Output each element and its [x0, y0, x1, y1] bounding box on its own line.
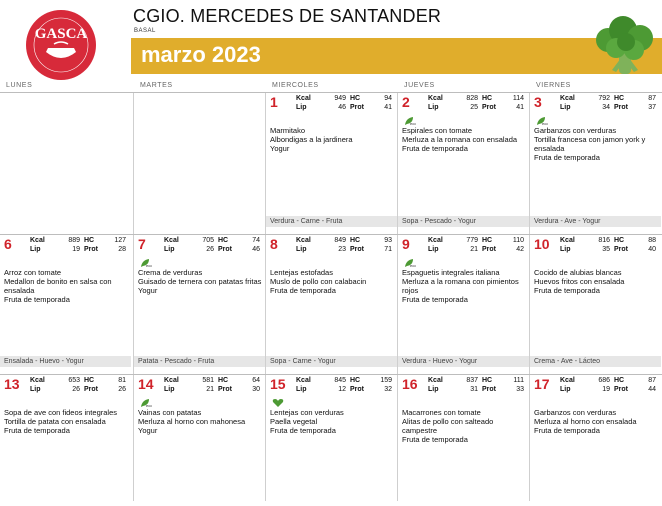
nutrition-row [420, 377, 524, 386]
menu-item: Yogur [138, 426, 158, 435]
svg-text:eco: eco [410, 263, 416, 268]
lip-label: Lip [428, 386, 439, 393]
menu-list [534, 408, 658, 435]
nutrition-row [420, 104, 524, 113]
svg-text:eco: eco [542, 121, 548, 126]
hc-value: 64 [252, 377, 260, 384]
day-cell[interactable] [0, 376, 132, 506]
menu-item: Guisado de ternera con patatas fritas [138, 277, 262, 286]
menu-subtitle: BASAL [134, 28, 156, 34]
prot-value: 40 [648, 246, 656, 253]
hc-label: HC [218, 377, 229, 384]
nutrition-info [552, 377, 656, 395]
menu-item: Fruta de temporada [270, 426, 336, 435]
lip-value: 12 [338, 386, 346, 393]
prot-value: 42 [516, 246, 524, 253]
eco-icon [140, 395, 152, 408]
menu-item: Fruta de temporada [4, 426, 70, 435]
lip-value: 26 [206, 246, 214, 253]
menu-item: Merluza al horno con mahonesa [138, 417, 246, 426]
menu-item: Lentejas estofadas [270, 268, 333, 277]
prot-label: Prot [218, 386, 232, 393]
day-cell[interactable] [398, 236, 530, 366]
menu-item: Fruta de temporada [534, 153, 600, 162]
day-number: 3 [534, 94, 542, 110]
menu-item: Medallon de bonito en salsa con ensalada [4, 277, 112, 295]
day-number: 9 [402, 236, 410, 252]
hc-value: 87 [648, 95, 656, 102]
menu-item: Fruta de temporada [402, 435, 468, 444]
day-number: 2 [402, 94, 410, 110]
prot-value: 26 [118, 386, 126, 393]
day-cell[interactable] [530, 236, 662, 366]
day-cell[interactable] [266, 376, 398, 506]
menu-item: Fruta de temporada [4, 295, 70, 304]
menu-list [138, 408, 262, 435]
meal-category-bar: Crema - Ave - Lácteo [530, 356, 661, 367]
month-title: marzo 2023 [141, 42, 261, 67]
nutrition-row [288, 246, 392, 255]
menu-item: Merluza a la romana con ensalada [402, 135, 518, 144]
kcal-value: 828 [466, 95, 478, 102]
nutrition-info [420, 95, 524, 113]
menu-item: Marmitako [270, 126, 306, 135]
nutrition-info [156, 237, 260, 255]
nutrition-row [22, 386, 126, 395]
meal-category-bar: Sopa - Pescado - Yogur [398, 216, 529, 227]
day-number: 13 [4, 376, 20, 392]
lip-value: 46 [338, 104, 346, 111]
lip-label: Lip [164, 246, 175, 253]
day-number: 1 [270, 94, 278, 110]
nutrition-info [420, 377, 524, 395]
lip-value: 31 [470, 386, 478, 393]
menu-list [4, 268, 128, 304]
nutrition-row [156, 246, 260, 255]
day-number: 17 [534, 376, 550, 392]
hc-label: HC [84, 377, 95, 384]
kcal-value: 845 [334, 377, 346, 384]
meal-category-bar: Verdura - Huevo - Yogur [398, 356, 529, 367]
day-cell[interactable] [0, 236, 132, 366]
hc-label: HC [350, 237, 361, 244]
hc-value: 93 [384, 237, 392, 244]
menu-item: Yogur [270, 144, 290, 153]
kcal-value: 705 [202, 237, 214, 244]
prot-value: 30 [252, 386, 260, 393]
nutrition-row [552, 386, 656, 395]
hc-label: HC [350, 95, 361, 102]
lip-value: 26 [72, 386, 80, 393]
gasca-logo [24, 8, 98, 82]
menu-item: Fruta de temporada [402, 295, 468, 304]
menu-item: Merluza a la romana con pimientos rojos [402, 277, 519, 295]
lip-label: Lip [428, 104, 439, 111]
nutrition-row [288, 377, 392, 386]
lip-label: Lip [296, 386, 307, 393]
nutrition-row [552, 377, 656, 386]
day-number: 8 [270, 236, 278, 252]
menu-list [402, 408, 526, 444]
meal-category-bar: Sopa - Carne - Yogur [266, 356, 397, 367]
day-cell[interactable] [134, 376, 266, 506]
kcal-label: Kcal [428, 95, 443, 102]
lip-value: 21 [206, 386, 214, 393]
lip-label: Lip [560, 386, 571, 393]
day-cell[interactable] [398, 94, 530, 224]
kcal-value: 837 [466, 377, 478, 384]
prot-label: Prot [350, 386, 364, 393]
day-header-jueves: JUEVES [404, 82, 435, 89]
nutrition-row [552, 95, 656, 104]
nutrition-info [552, 237, 656, 255]
meal-category-bar: Patata - Pescado - Fruta [134, 356, 265, 367]
hc-value: 74 [252, 237, 260, 244]
nutrition-row [288, 386, 392, 395]
hc-value: 81 [118, 377, 126, 384]
nutrition-row [156, 377, 260, 386]
eco-icon [536, 113, 548, 126]
menu-item: Macarrones con tomate [402, 408, 481, 417]
prot-label: Prot [350, 246, 364, 253]
menu-item: Garbanzos con verduras [534, 408, 617, 417]
nutrition-row [552, 104, 656, 113]
nutrition-row [156, 237, 260, 246]
kcal-label: Kcal [296, 377, 311, 384]
svg-text:eco: eco [146, 403, 152, 408]
hc-value: 88 [648, 237, 656, 244]
menu-item: Fruta de temporada [534, 286, 600, 295]
kcal-label: Kcal [30, 237, 45, 244]
day-header-miercoles: MIERCOLES [272, 82, 319, 89]
kcal-label: Kcal [560, 377, 575, 384]
lip-label: Lip [296, 246, 307, 253]
kcal-value: 889 [68, 237, 80, 244]
prot-label: Prot [218, 246, 232, 253]
menu-item: Sopa de ave con fideos integrales [4, 408, 117, 417]
hc-value: 110 [512, 237, 524, 244]
nutrition-info [288, 237, 392, 255]
menu-item: Yogur [138, 286, 158, 295]
logo-text: GASCA [34, 26, 88, 42]
prot-label: Prot [482, 104, 496, 111]
day-cell[interactable] [530, 94, 662, 224]
kcal-value: 816 [598, 237, 610, 244]
menu-item: Muslo de pollo con calabacin [270, 277, 367, 286]
day-number: 15 [270, 376, 286, 392]
menu-item: Fruta de temporada [402, 144, 468, 153]
kcal-value: 653 [68, 377, 80, 384]
prot-label: Prot [482, 386, 496, 393]
nutrition-row [420, 95, 524, 104]
kcal-label: Kcal [296, 237, 311, 244]
kcal-label: Kcal [560, 237, 575, 244]
row-divider [0, 374, 662, 375]
prot-label: Prot [614, 386, 628, 393]
hc-label: HC [482, 237, 493, 244]
hc-value: 114 [512, 95, 524, 102]
eco-icon [140, 255, 152, 268]
menu-item: Cocido de alubias blancas [534, 268, 622, 277]
lip-label: Lip [560, 246, 571, 253]
nutrition-row [288, 95, 392, 104]
day-header-lunes: LUNES [6, 82, 33, 89]
kcal-value: 949 [334, 95, 346, 102]
hc-value: 127 [114, 237, 126, 244]
nutrition-row [22, 237, 126, 246]
prot-value: 37 [648, 104, 656, 111]
lip-value: 21 [470, 246, 478, 253]
row-divider [0, 92, 662, 93]
menu-list [402, 268, 526, 304]
kcal-label: Kcal [560, 95, 575, 102]
menu-list [534, 268, 658, 295]
kcal-label: Kcal [30, 377, 45, 384]
prot-value: 33 [516, 386, 524, 393]
lip-value: 19 [602, 386, 610, 393]
menu-item: Alitas de pollo con salteado campestre [402, 417, 494, 435]
menu-item: Crema de verduras [138, 268, 203, 277]
eco-icon [404, 255, 416, 268]
prot-value: 44 [648, 386, 656, 393]
nutrition-row [552, 246, 656, 255]
menu-item: Arroz con tomate [4, 268, 62, 277]
hc-value: 111 [513, 377, 524, 384]
prot-value: 28 [118, 246, 126, 253]
day-cell[interactable] [266, 94, 398, 224]
day-cell[interactable] [530, 376, 662, 506]
kcal-value: 792 [598, 95, 610, 102]
menu-item: Paella vegetal [270, 417, 318, 426]
day-header-viernes: VIERNES [536, 82, 571, 89]
lip-label: Lip [428, 246, 439, 253]
hc-label: HC [614, 95, 625, 102]
menu-list [4, 408, 128, 435]
kcal-label: Kcal [428, 237, 443, 244]
nutrition-row [552, 237, 656, 246]
kcal-label: Kcal [164, 377, 179, 384]
menu-item: Lentejas con verduras [270, 408, 344, 417]
day-number: 10 [534, 236, 550, 252]
month-banner [131, 38, 662, 74]
menu-item: Tortilla de patata con ensalada [4, 417, 106, 426]
menu-list [402, 126, 526, 153]
hc-label: HC [614, 377, 625, 384]
day-cell[interactable] [398, 376, 530, 506]
menu-list [270, 268, 394, 295]
prot-label: Prot [482, 246, 496, 253]
nutrition-row [288, 104, 392, 113]
lip-label: Lip [164, 386, 175, 393]
svg-text:eco: eco [410, 121, 416, 126]
day-cell[interactable] [134, 236, 266, 366]
kcal-label: Kcal [428, 377, 443, 384]
lip-value: 25 [470, 104, 478, 111]
meal-category-bar: Ensalada - Huevo - Yogur [0, 356, 131, 367]
menu-list [534, 126, 658, 162]
prot-value: 71 [384, 246, 392, 253]
hc-label: HC [614, 237, 625, 244]
day-number: 7 [138, 236, 146, 252]
prot-label: Prot [614, 246, 628, 253]
nutrition-info [420, 237, 524, 255]
menu-item: Huevos fritos con ensalada [534, 277, 625, 286]
menu-list [270, 126, 394, 153]
menu-item: Fruta de temporada [534, 426, 600, 435]
kcal-value: 849 [334, 237, 346, 244]
nutrition-row [420, 386, 524, 395]
hc-value: 159 [380, 377, 392, 384]
hc-label: HC [482, 95, 493, 102]
lip-label: Lip [30, 386, 41, 393]
hc-value: 87 [648, 377, 656, 384]
menu-item: Merluza al horno con ensalada [534, 417, 637, 426]
hc-label: HC [482, 377, 493, 384]
nutrition-info [288, 95, 392, 113]
nutrition-info [288, 377, 392, 395]
nutrition-row [22, 246, 126, 255]
lip-label: Lip [30, 246, 41, 253]
day-header-martes: MARTES [140, 82, 173, 89]
lip-value: 35 [602, 246, 610, 253]
menu-list [138, 268, 262, 295]
meal-category-bar: Verdura - Ave - Yogur [530, 216, 661, 227]
broccoli-icon [590, 12, 660, 78]
hc-label: HC [218, 237, 229, 244]
school-title: CGIO. MERCEDES DE SANTANDER [133, 6, 442, 26]
menu-item: Fruta de temporada [270, 286, 336, 295]
day-number: 16 [402, 376, 418, 392]
day-number: 6 [4, 236, 12, 252]
nutrition-row [22, 377, 126, 386]
heart-icon [272, 395, 284, 405]
lip-value: 19 [72, 246, 80, 253]
menu-item: Espaguetis integrales italiana [402, 268, 500, 277]
lip-value: 23 [338, 246, 346, 253]
lip-value: 34 [602, 104, 610, 111]
nutrition-info [156, 377, 260, 395]
day-cell[interactable] [266, 236, 398, 366]
lip-label: Lip [296, 104, 307, 111]
day-number: 14 [138, 376, 154, 392]
hc-label: HC [350, 377, 361, 384]
nutrition-row [156, 386, 260, 395]
prot-label: Prot [84, 386, 98, 393]
nutrition-info [22, 377, 126, 395]
menu-item: Espirales con tomate [402, 126, 473, 135]
prot-value: 32 [384, 386, 392, 393]
menu-item: Vainas con patatas [138, 408, 202, 417]
kcal-label: Kcal [164, 237, 179, 244]
prot-value: 41 [516, 104, 524, 111]
nutrition-info [552, 95, 656, 113]
calendar-grid [0, 82, 662, 501]
meal-category-bar: Verdura - Carne - Fruta [266, 216, 397, 227]
kcal-label: Kcal [296, 95, 311, 102]
prot-label: Prot [84, 246, 98, 253]
row-divider [0, 234, 662, 235]
svg-text:eco: eco [146, 263, 152, 268]
hc-label: HC [84, 237, 95, 244]
nutrition-row [420, 246, 524, 255]
kcal-value: 581 [202, 377, 214, 384]
prot-label: Prot [614, 104, 628, 111]
eco-icon [404, 113, 416, 126]
prot-value: 46 [252, 246, 260, 253]
menu-item: Garbanzos con verduras [534, 126, 617, 135]
kcal-value: 779 [466, 237, 478, 244]
nutrition-row [420, 237, 524, 246]
prot-label: Prot [350, 104, 364, 111]
prot-value: 41 [384, 104, 392, 111]
hc-value: 94 [384, 95, 392, 102]
menu-item: Albondigas a la jardinera [270, 135, 353, 144]
menu-list [270, 408, 394, 435]
nutrition-info [22, 237, 126, 255]
nutrition-row [288, 237, 392, 246]
lip-label: Lip [560, 104, 571, 111]
menu-item: Tortilla francesa con jamon york y ensalada [534, 135, 646, 153]
kcal-value: 686 [598, 377, 610, 384]
